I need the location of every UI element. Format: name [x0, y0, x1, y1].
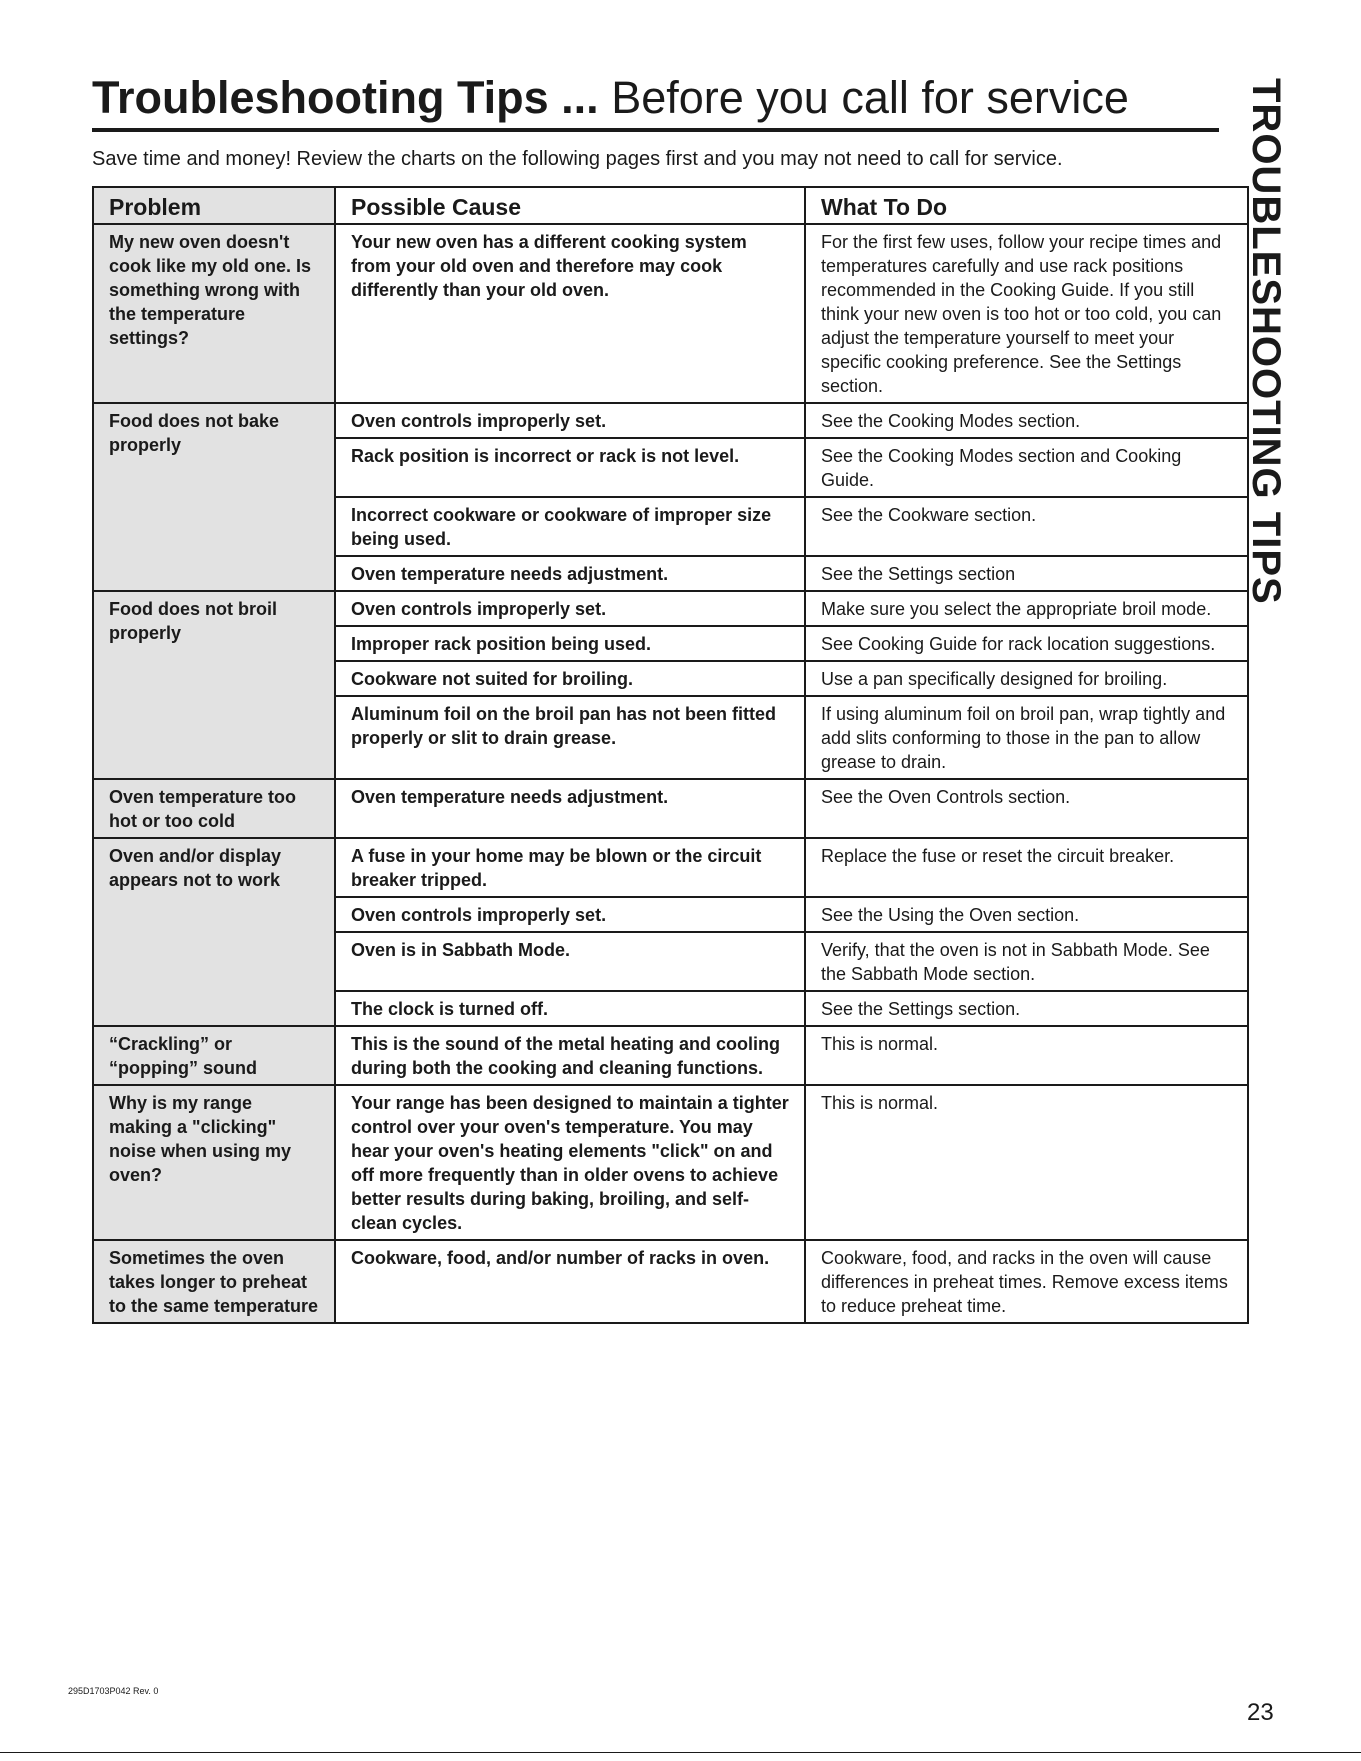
cause-cell: Oven controls improperly set. — [335, 897, 805, 932]
cause-cell: Your new oven has a different cooking system from your old oven and therefore may cook differently than your old oven. — [335, 224, 805, 403]
table-row — [93, 403, 1248, 438]
problem-cell: “Crackling” or “popping” sound — [93, 1026, 335, 1085]
table-row — [93, 591, 1248, 626]
cause-cell: Cookware, food, and/or number of racks in oven. — [335, 1240, 805, 1323]
todo-cell: See the Cooking Modes section and Cooking Guide. — [805, 438, 1248, 497]
problem-cell: Oven temperature too hot or too cold — [93, 779, 335, 838]
troubleshooting-table — [92, 186, 1249, 1324]
todo-cell: Replace the fuse or reset the circuit breaker. — [805, 838, 1248, 897]
todo-cell: Use a pan specifically designed for broiling. — [805, 661, 1248, 696]
column-header-todo: What To Do — [805, 187, 1248, 224]
cause-cell: This is the sound of the metal heating and cooling during both the cooking and cleaning functions. — [335, 1026, 805, 1085]
intro-text: Save time and money! Review the charts on the following pages first and you may not need to call for service. — [92, 148, 1063, 170]
cause-cell: A fuse in your home may be blown or the circuit breaker tripped. — [335, 838, 805, 897]
problem-cell: Why is my range making a "clicking" noise when using my oven? — [93, 1085, 335, 1240]
table-row — [93, 1085, 1248, 1240]
problem-cell: Food does not bake properly — [93, 403, 335, 591]
todo-cell: See the Cooking Modes section. — [805, 403, 1248, 438]
title-divider — [92, 128, 1219, 132]
table-row — [93, 1240, 1248, 1323]
table-row — [93, 224, 1248, 403]
todo-cell: See Cooking Guide for rack location suggestions. — [805, 626, 1248, 661]
cause-cell: The clock is turned off. — [335, 991, 805, 1026]
todo-cell: This is normal. — [805, 1026, 1248, 1085]
todo-cell: For the first few uses, follow your recipe times and temperatures carefully and use rack positions recommended in the Cooking Guide. If you still think your new oven is too hot or too cold, you can adjust the temperature yourself to meet your specific cooking preference. See the Settings section. — [805, 224, 1248, 403]
problem-cell: Sometimes the oven takes longer to preheat to the same temperature — [93, 1240, 335, 1323]
cause-cell: Improper rack position being used. — [335, 626, 805, 661]
table-row — [93, 1026, 1248, 1085]
column-header-cause: Possible Cause — [335, 187, 805, 224]
page-title-subtitle: Before you call for service — [611, 72, 1129, 123]
cause-cell: Oven controls improperly set. — [335, 403, 805, 438]
todo-cell: See the Using the Oven section. — [805, 897, 1248, 932]
column-header-problem: Problem — [93, 187, 335, 224]
bottom-divider — [0, 1752, 1361, 1753]
cause-cell: Oven temperature needs adjustment. — [335, 556, 805, 591]
table-row — [93, 779, 1248, 838]
page-title — [92, 70, 1129, 126]
todo-cell: Make sure you select the appropriate broil mode. — [805, 591, 1248, 626]
todo-cell: If using aluminum foil on broil pan, wrap tightly and add slits conforming to those in the pan to allow grease to drain. — [805, 696, 1248, 779]
todo-cell: This is normal. — [805, 1085, 1248, 1240]
todo-cell: See the Oven Controls section. — [805, 779, 1248, 838]
section-side-tab: TROUBLESHOOTING TIPS — [1244, 78, 1288, 605]
todo-cell: See the Settings section — [805, 556, 1248, 591]
page-number: 23 — [1247, 1699, 1274, 1726]
document-code: 295D1703P042 Rev. 0 — [68, 1686, 159, 1696]
cause-cell: Incorrect cookware or cookware of improper size being used. — [335, 497, 805, 556]
page-title-main: Troubleshooting Tips ... — [92, 72, 599, 123]
table-header-row — [93, 187, 1248, 224]
todo-cell: Verify, that the oven is not in Sabbath Mode. See the Sabbath Mode section. — [805, 932, 1248, 991]
cause-cell: Oven controls improperly set. — [335, 591, 805, 626]
cause-cell: Cookware not suited for broiling. — [335, 661, 805, 696]
cause-cell: Your range has been designed to maintain a tighter control over your oven's temperature. You may hear your oven's heating elements "click" on and off more frequently than in older ovens to achieve better results during baking, broiling, and self-clean cycles. — [335, 1085, 805, 1240]
todo-cell: See the Settings section. — [805, 991, 1248, 1026]
problem-cell: My new oven doesn't cook like my old one. Is something wrong with the temperature settings? — [93, 224, 335, 403]
cause-cell: Rack position is incorrect or rack is not level. — [335, 438, 805, 497]
cause-cell: Oven temperature needs adjustment. — [335, 779, 805, 838]
todo-cell: Cookware, food, and racks in the oven will cause differences in preheat times. Remove excess items to reduce preheat time. — [805, 1240, 1248, 1323]
table-row — [93, 838, 1248, 897]
problem-cell: Oven and/or display appears not to work — [93, 838, 335, 1026]
todo-cell: See the Cookware section. — [805, 497, 1248, 556]
cause-cell: Oven is in Sabbath Mode. — [335, 932, 805, 991]
cause-cell: Aluminum foil on the broil pan has not been fitted properly or slit to drain grease. — [335, 696, 805, 779]
problem-cell: Food does not broil properly — [93, 591, 335, 779]
